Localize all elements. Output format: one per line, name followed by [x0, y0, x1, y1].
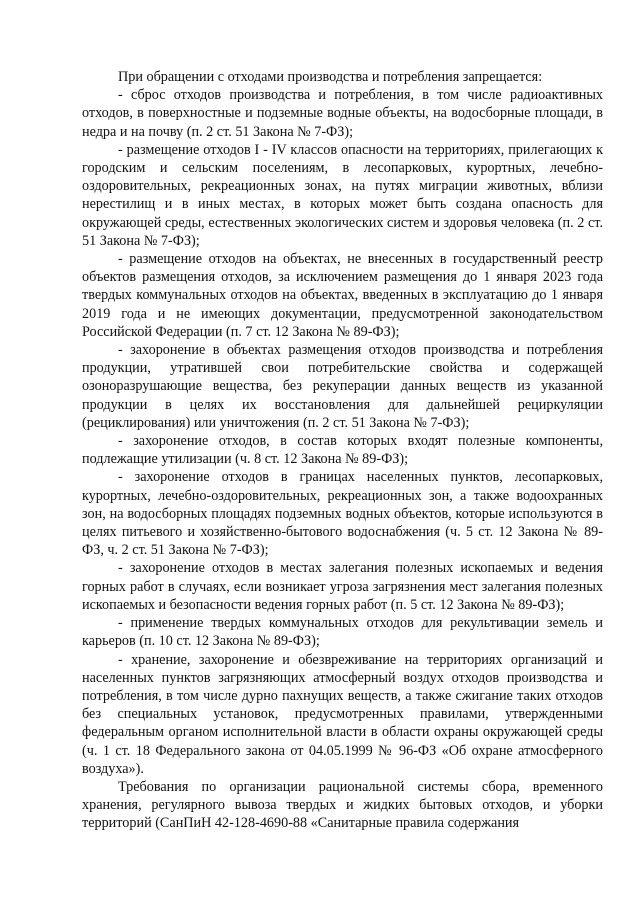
- prohibition-item-discharge: - сброс отходов производства и потребления, в том числе радиоактивных отходов, в поверхностные и подземные водные объекты, на водосборные площади, в недра и на почву (п. 2 ст. 51 Закона № 7-ФЗ);: [82, 87, 603, 140]
- prohibition-item-ozone-depleting: - захоронение в объектах размещения отходов производства и потребления продукции, утратившей свои потребительские свойства и содержащей озоноразрушающие вещества, без рекуперации данных веществ из указанной продукции в целях их восстановления для дальнейшей рециркуляции (рециклирования) или уничтожения (п. 2 ст. 51 Закона № 7-ФЗ);: [82, 342, 603, 431]
- prohibition-item-placement-hazard-classes: - размещение отходов I - IV классов опасности на территориях, прилегающих к городским и сельским поселениям, в лесопарковых, курортных, лечебно-оздоровительных, рекреационных зонах, на путях миграции животных, вблизи нерестилищ и в иных местах, в которых может быть создана опасность для окружающей среды, естественных экологических систем и здоровья человека (п. 2 ст. 51 Закона № 7-ФЗ);: [82, 141, 603, 249]
- prohibition-item-unregistered-facilities: - размещение отходов на объектах, не внесенных в государственный реестр объектов размещения отходов, за исключением размещения до 1 января 2023 года твердых коммунальных отходов на объектах, введенных в эксплуатацию до 1 января 2019 года и не имеющих документации, предусмотренной законодательством Российской Федерации (п. 7 ст. 12 Закона № 89-ФЗ);: [82, 251, 603, 340]
- prohibition-item-air-pollution: - хранение, захоронение и обезвреживание на территориях организаций и населенных пунктов загрязняющих атмосферный воздух отходов производства и потребления, в том числе дурно пахнущих веществ, а также сжигание таких отходов без специальных установок, предусмотренных правилами, утвержденными федеральным органом исполнительной власти в области охраны окружающей среды (ч. 1 ст. 18 Федерального закона от 04.05.1999 № 96-ФЗ «Об охране атмосферного воздуха»).: [82, 651, 603, 777]
- prohibition-item-mineral-deposits: - захоронение отходов в местах залегания полезных ископаемых и ведения горных работ в случаях, если возникает угроза загрязнения мест залегания полезных ископаемых и безопасности ведения горных работ (п. 5 ст. 12 Закона № 89-ФЗ);: [82, 560, 603, 613]
- prohibition-item-settlement-borders: - захоронение отходов в границах населенных пунктов, лесопарковых, курортных, лечебно-оздоровительных, рекреационных зон, а также водоохранных зон, на водосборных площадях подземных водных объектов, которые используются в целях питьевого и хозяйственно-бытового водоснабжения (ч. 5 ст. 12 Закона № 89-ФЗ, ч. 2 ст. 51 Закона № 7-ФЗ);: [82, 469, 603, 559]
- requirements-paragraph: Требования по организации рациональной системы сбора, временного хранения, регулярного вывоза твердых и жидких бытовых отходов, и уборки территорий (СанПиН 42-128-4690-88 «Санитарные правила содержания: [82, 778, 603, 832]
- document-page: [82, 68, 603, 833]
- intro-paragraph: При обращении с отходами производства и потребления запрещается:: [118, 69, 543, 85]
- prohibition-item-reclamation: - применение твердых коммунальных отходов для рекультивации земель и карьеров (п. 10 ст. 12 Закона № 89-ФЗ);: [82, 615, 603, 650]
- prohibition-item-useful-components: - захоронение отходов, в состав которых входят полезные компоненты, подлежащие утилизации (ч. 8 ст. 12 Закона № 89-ФЗ);: [82, 433, 603, 468]
